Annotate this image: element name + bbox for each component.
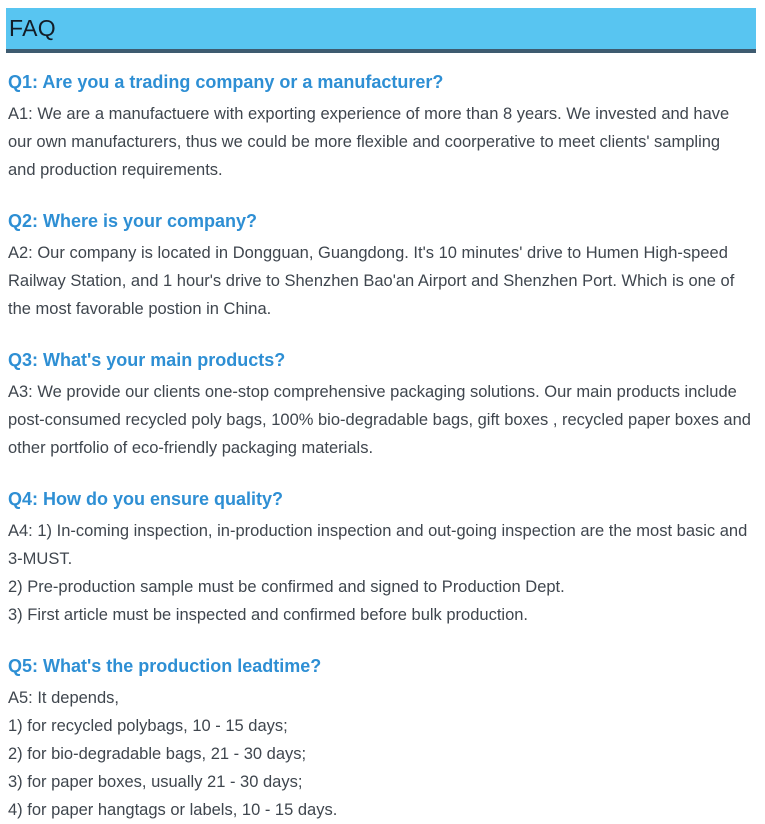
faq-answer-line: 3) First article must be inspected and confirmed before bulk production. [8, 606, 529, 624]
faq-question: Q1: Are you a trading company or a manufacturer? [8, 72, 444, 92]
faq-item-4 [8, 488, 751, 629]
faq-title-bar [6, 8, 756, 53]
faq-answer [8, 517, 751, 629]
faq-answer-line: 2) Pre-production sample must be confirmed and signed to Production Dept. [8, 578, 565, 596]
faq-answer-line: A3: We provide our clients one-stop comprehensive packaging solutions. Our main products include post-consumed recycled poly bags, 100% bio-degradable bags, gift boxes , recycled paper boxes and other portfolio of eco-friendly packaging materials. [8, 383, 751, 457]
faq-answer-line: A2: Our company is located in Dongguan, Guangdong. It's 10 minutes' drive to Humen High-speed Railway Station, and 1 hour's drive to Shenzhen Bao'an Airport and Shenzhen Port. Which is one of the most favorable postion in China. [8, 244, 735, 318]
faq-answer [8, 378, 751, 462]
faq-answer [8, 100, 751, 184]
faq-answer [8, 684, 751, 824]
faq-item-3 [8, 349, 751, 462]
faq-answer-line: 4) for paper hangtags or labels, 10 - 15 days. [8, 801, 338, 819]
page-title: FAQ [9, 15, 56, 41]
faq-answer-line: A1: We are a manufactuere with exporting experience of more than 8 years. We invested and have our own manufacturers, thus we could be more flexible and coorperative to meet clients' sampling and production requirements. [8, 105, 730, 179]
faq-item-2 [8, 210, 751, 323]
faq-answer-line: 2) for bio-degradable bags, 21 - 30 days; [8, 745, 307, 763]
faq-answer-line: A4: 1) In-coming inspection, in-production inspection and out-going inspection are the most basic and 3-MUST. [8, 522, 748, 568]
faq-answer-line: 1) for recycled polybags, 10 - 15 days; [8, 717, 288, 735]
faq-answer [8, 239, 751, 323]
faq-question: Q3: What's your main products? [8, 350, 286, 370]
faq-answer-line: 3) for paper boxes, usually 21 - 30 days; [8, 773, 303, 791]
faq-item-1 [8, 71, 751, 184]
faq-answer-line: A5: It depends, [8, 689, 119, 707]
faq-question: Q5: What's the production leadtime? [8, 656, 322, 676]
faq-content [0, 71, 765, 824]
faq-question: Q2: Where is your company? [8, 211, 258, 231]
faq-item-5 [8, 655, 751, 824]
faq-question: Q4: How do you ensure quality? [8, 489, 284, 509]
